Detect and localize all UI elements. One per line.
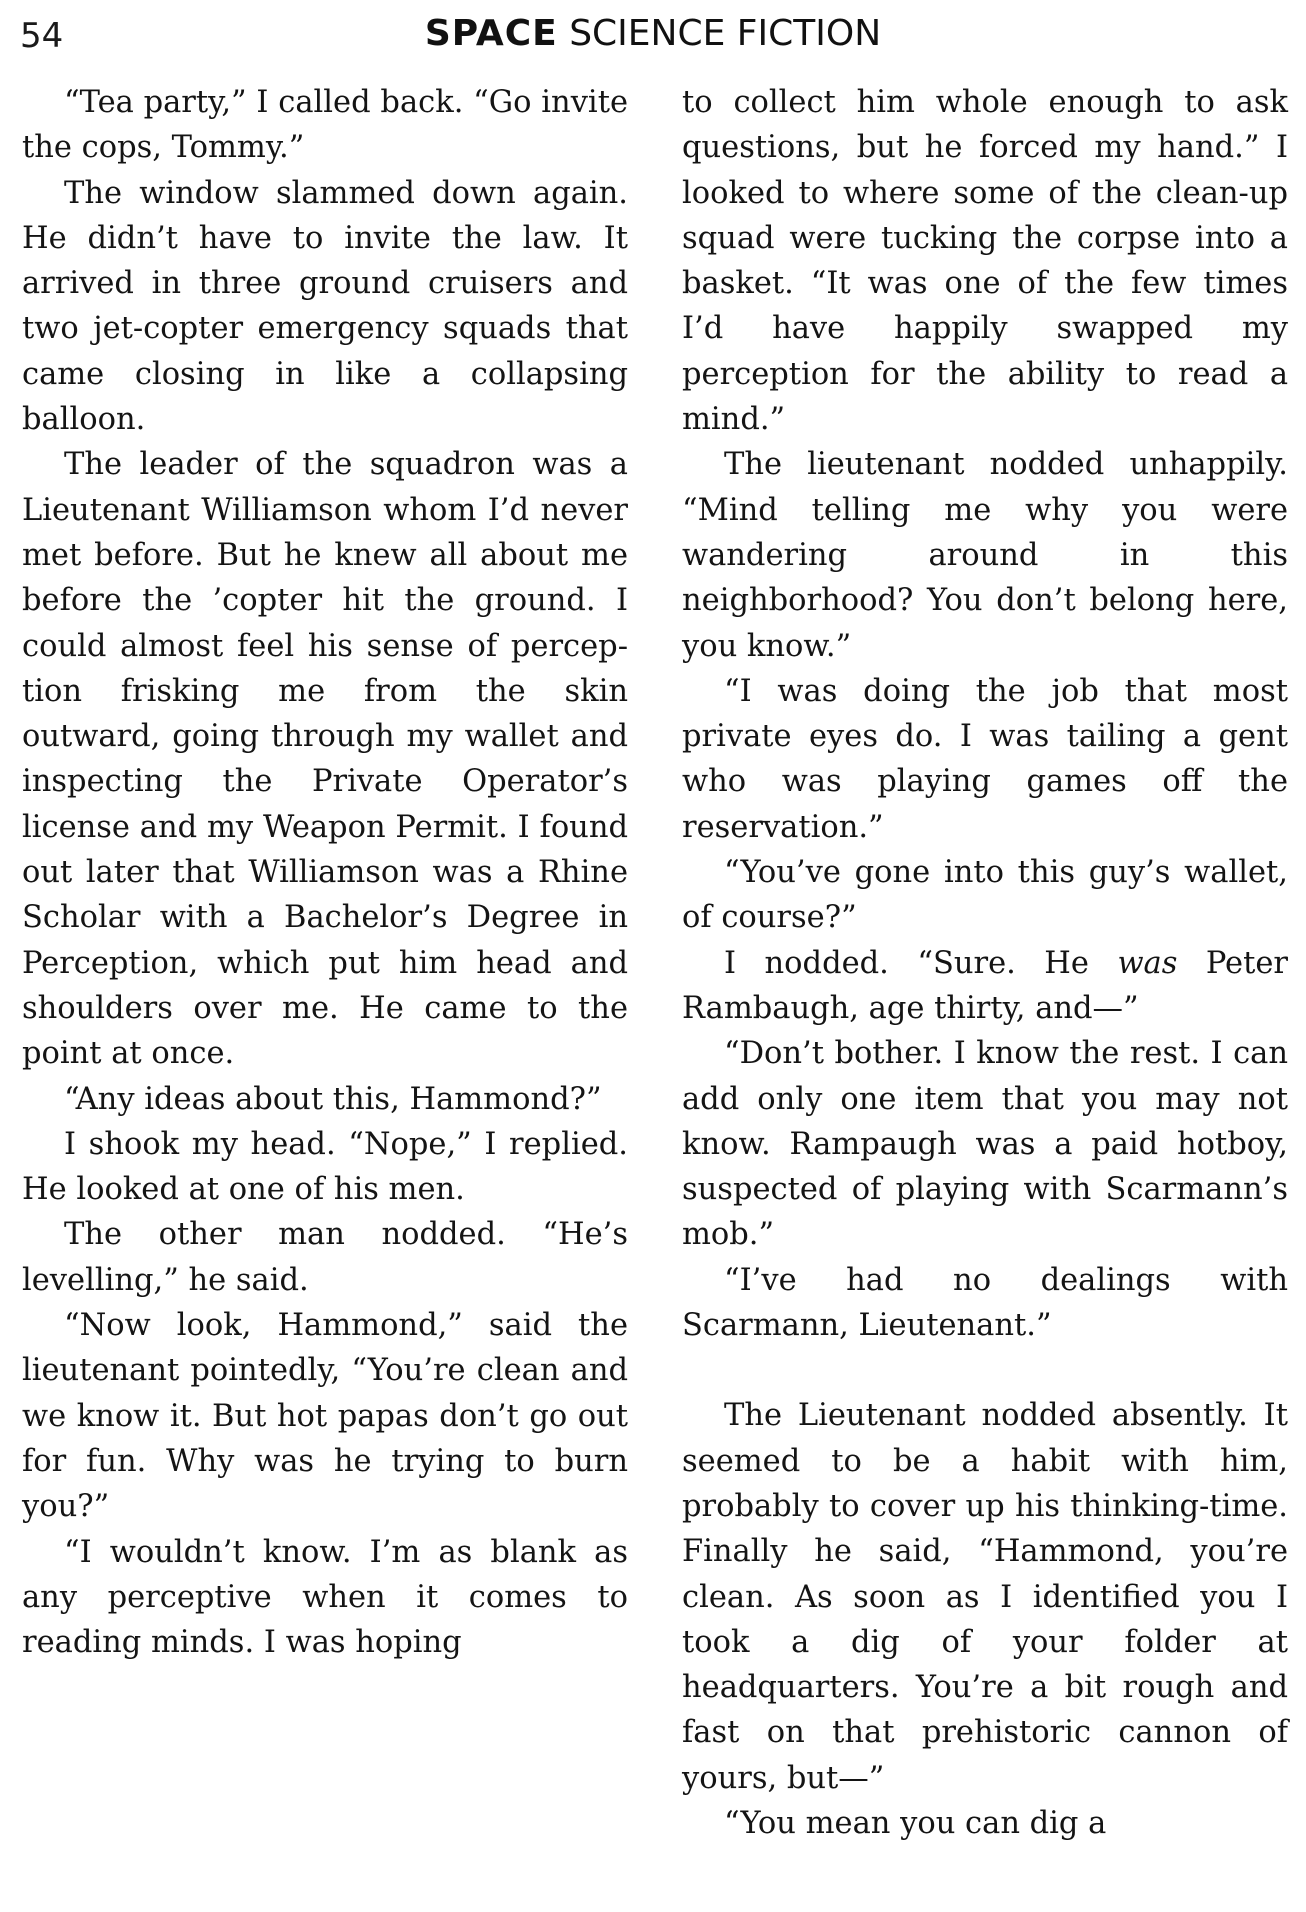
magazine-title (300, 12, 1006, 56)
paragraph: The leader of the squadron was a Lieutenant Williamson whom I’d never met before. But he knew all about me before the ’copter hit the ground. I could almost feel his sense of perception frisking me from the skin outward, going through my wallet and inspecting the Private Operator’s license and my Weapon Permit. I found out later that Williamson was a Rhine Scholar with a Bachelor’s Degree in Perception, which put him head and shoulders over me. He came to the point at once. (22, 447, 628, 1072)
paragraph: The Lieutenant nodded absently. It seemed to be a habit with him, probably to cover up his thinking-time. Finally he said, “Hammond, you’re clean. As soon as I identified you I took a dig of your folder at headquarters. You’re a bit rough and fast on that prehistoric cannon of yours, but—” (682, 1398, 1288, 1796)
paragraph: “You mean you can dig a (724, 1805, 1107, 1841)
magazine-title-rest: SCIENCE FICTION (569, 13, 882, 54)
paragraph: “I wouldn’t know. I’m as blank as any perceptive when it comes to reading minds. I was hoping (22, 1534, 628, 1661)
text-run: I nodded. “Sure. He (724, 945, 1118, 981)
paragraph: The lieutenant nodded unhappily. “Mind telling me why you were wandering around in this neighborhood? You don’t belong here, you know.” (682, 447, 1288, 664)
paragraph: “I’ve had no dealings with Scarmann, Lieutenant.” (682, 1262, 1288, 1344)
page-header (0, 0, 1306, 72)
left-column (22, 80, 628, 1665)
paragraph: “Any ideas about this, Hammond?” (64, 1081, 602, 1117)
paragraph: “Don’t bother. I know the rest. I can add only one item that you may not know. Rampaugh was a paid hotboy, suspected of playing with Scarmann’s mob.” (682, 1036, 1288, 1253)
italic-text: was (1117, 945, 1178, 981)
page-number: 54 (20, 16, 64, 56)
paragraph: “You’ve gone into this guy’s wallet, of course?” (682, 855, 1288, 936)
paragraph: “Tea party,” I called back. “Go invite the cops, Tommy.” (22, 85, 628, 166)
paragraph-continued: to collect him whole enough to ask questions, but he forced my hand.” I looked to where some of the clean-up squad were tucking the corpse into a basket. “It was one of the few times I’d have happily swapped my perception for the ability to read a mind.” (682, 85, 1288, 438)
paragraph: The window slammed down again. He didn’t have to invite the law. It arrived in three ground cruisers and two jet-copter emergency squads that came closing in like a collapsing balloon. (22, 175, 628, 438)
paragraph (682, 941, 1288, 1032)
text-run: Peter Rambaugh, age thirty, and—” (682, 945, 1288, 1026)
magazine-title-bold: SPACE (424, 13, 558, 54)
paragraph: “Now look, Hammond,” said the lieutenant pointedly, “You’re clean and we know it. But hot papas don’t go out for fun. Why was he trying to burn you?” (22, 1308, 628, 1525)
paragraph: I shook my head. “Nope,” I replied. He looked at one of his men. (22, 1126, 628, 1208)
right-column (682, 80, 1288, 1846)
paragraph: The other man nodded. “He’s levelling,” he said. (22, 1217, 628, 1298)
paragraph: “I was doing the job that most private eyes do. I was tailing a gent who was playing games off the reservation.” (682, 673, 1288, 845)
